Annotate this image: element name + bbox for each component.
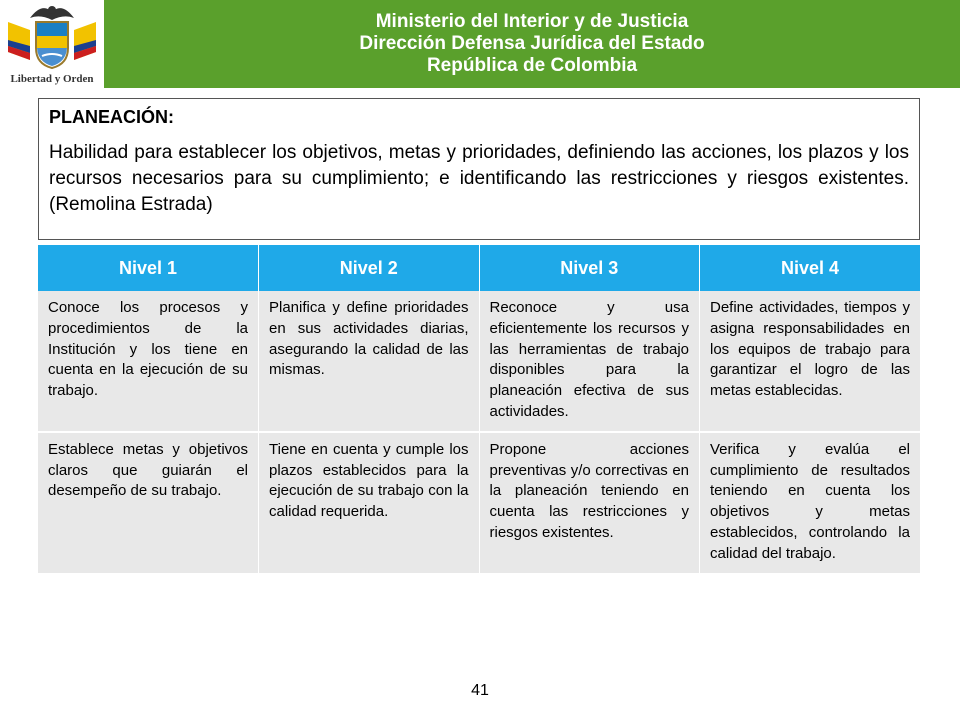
header-nivel-1: Nivel 1 (38, 245, 259, 291)
definition-box (38, 98, 920, 240)
table-cell: Reconoce y usa eficientemente los recursos y las herramientas de trabajo disponibles para la planeación efectiva de sus actividades. (479, 291, 700, 432)
table-cell: Tiene en cuenta y cumple los plazos establecidos para la ejecución de su trabajo con la calidad requerida. (259, 432, 480, 574)
header-nivel-3: Nivel 3 (479, 245, 700, 291)
table-row (38, 432, 920, 574)
definition-text: Habilidad para establecer los objetivos, metas y prioridades, definiendo las acciones, los plazos y los recursos necesarios para su cumplimiento; e identificando las restricciones y riesgos existentes. (Remolina Estrada) (49, 142, 909, 215)
header-direction: Dirección Defensa Jurídica del Estado (359, 33, 705, 54)
table-cell: Propone acciones preventivas y/o correctivas en la planeación teniendo en cuenta las restricciones y riesgos existentes. (479, 432, 700, 574)
header-country: República de Colombia (426, 55, 638, 76)
table-cell: Verifica y evalúa el cumplimiento de resultados teniendo en cuenta los objetivos y metas establecidos, controlando la calidad del trabajo. (700, 432, 921, 574)
header-nivel-2: Nivel 2 (259, 245, 480, 291)
competency-levels-table (38, 245, 920, 575)
header-banner (104, 0, 960, 88)
table-row (38, 291, 920, 432)
logo-caption: Libertad y Orden (10, 73, 94, 85)
coat-of-arms-logo (0, 0, 104, 100)
definition-title: PLANEACIÓN: (49, 107, 174, 127)
table-cell: Define actividades, tiempos y asigna responsabilidades en los equipos de trabajo para garantizar el logro de las metas establecidas. (700, 291, 921, 432)
table-header-row (38, 245, 920, 291)
coat-of-arms-icon (0, 0, 104, 72)
header-nivel-4: Nivel 4 (700, 245, 921, 291)
header-ministry: Ministerio del Interior y de Justicia (375, 11, 689, 32)
table-cell: Conoce los procesos y procedimientos de la Institución y los tiene en cuenta en la ejecución de su trabajo. (38, 291, 259, 432)
table-cell: Establece metas y objetivos claros que guiarán el desempeño de su trabajo. (38, 432, 259, 574)
page-number: 41 (471, 682, 489, 699)
table-cell: Planifica y define prioridades en sus actividades diarias, asegurando la calidad de las mismas. (259, 291, 480, 432)
